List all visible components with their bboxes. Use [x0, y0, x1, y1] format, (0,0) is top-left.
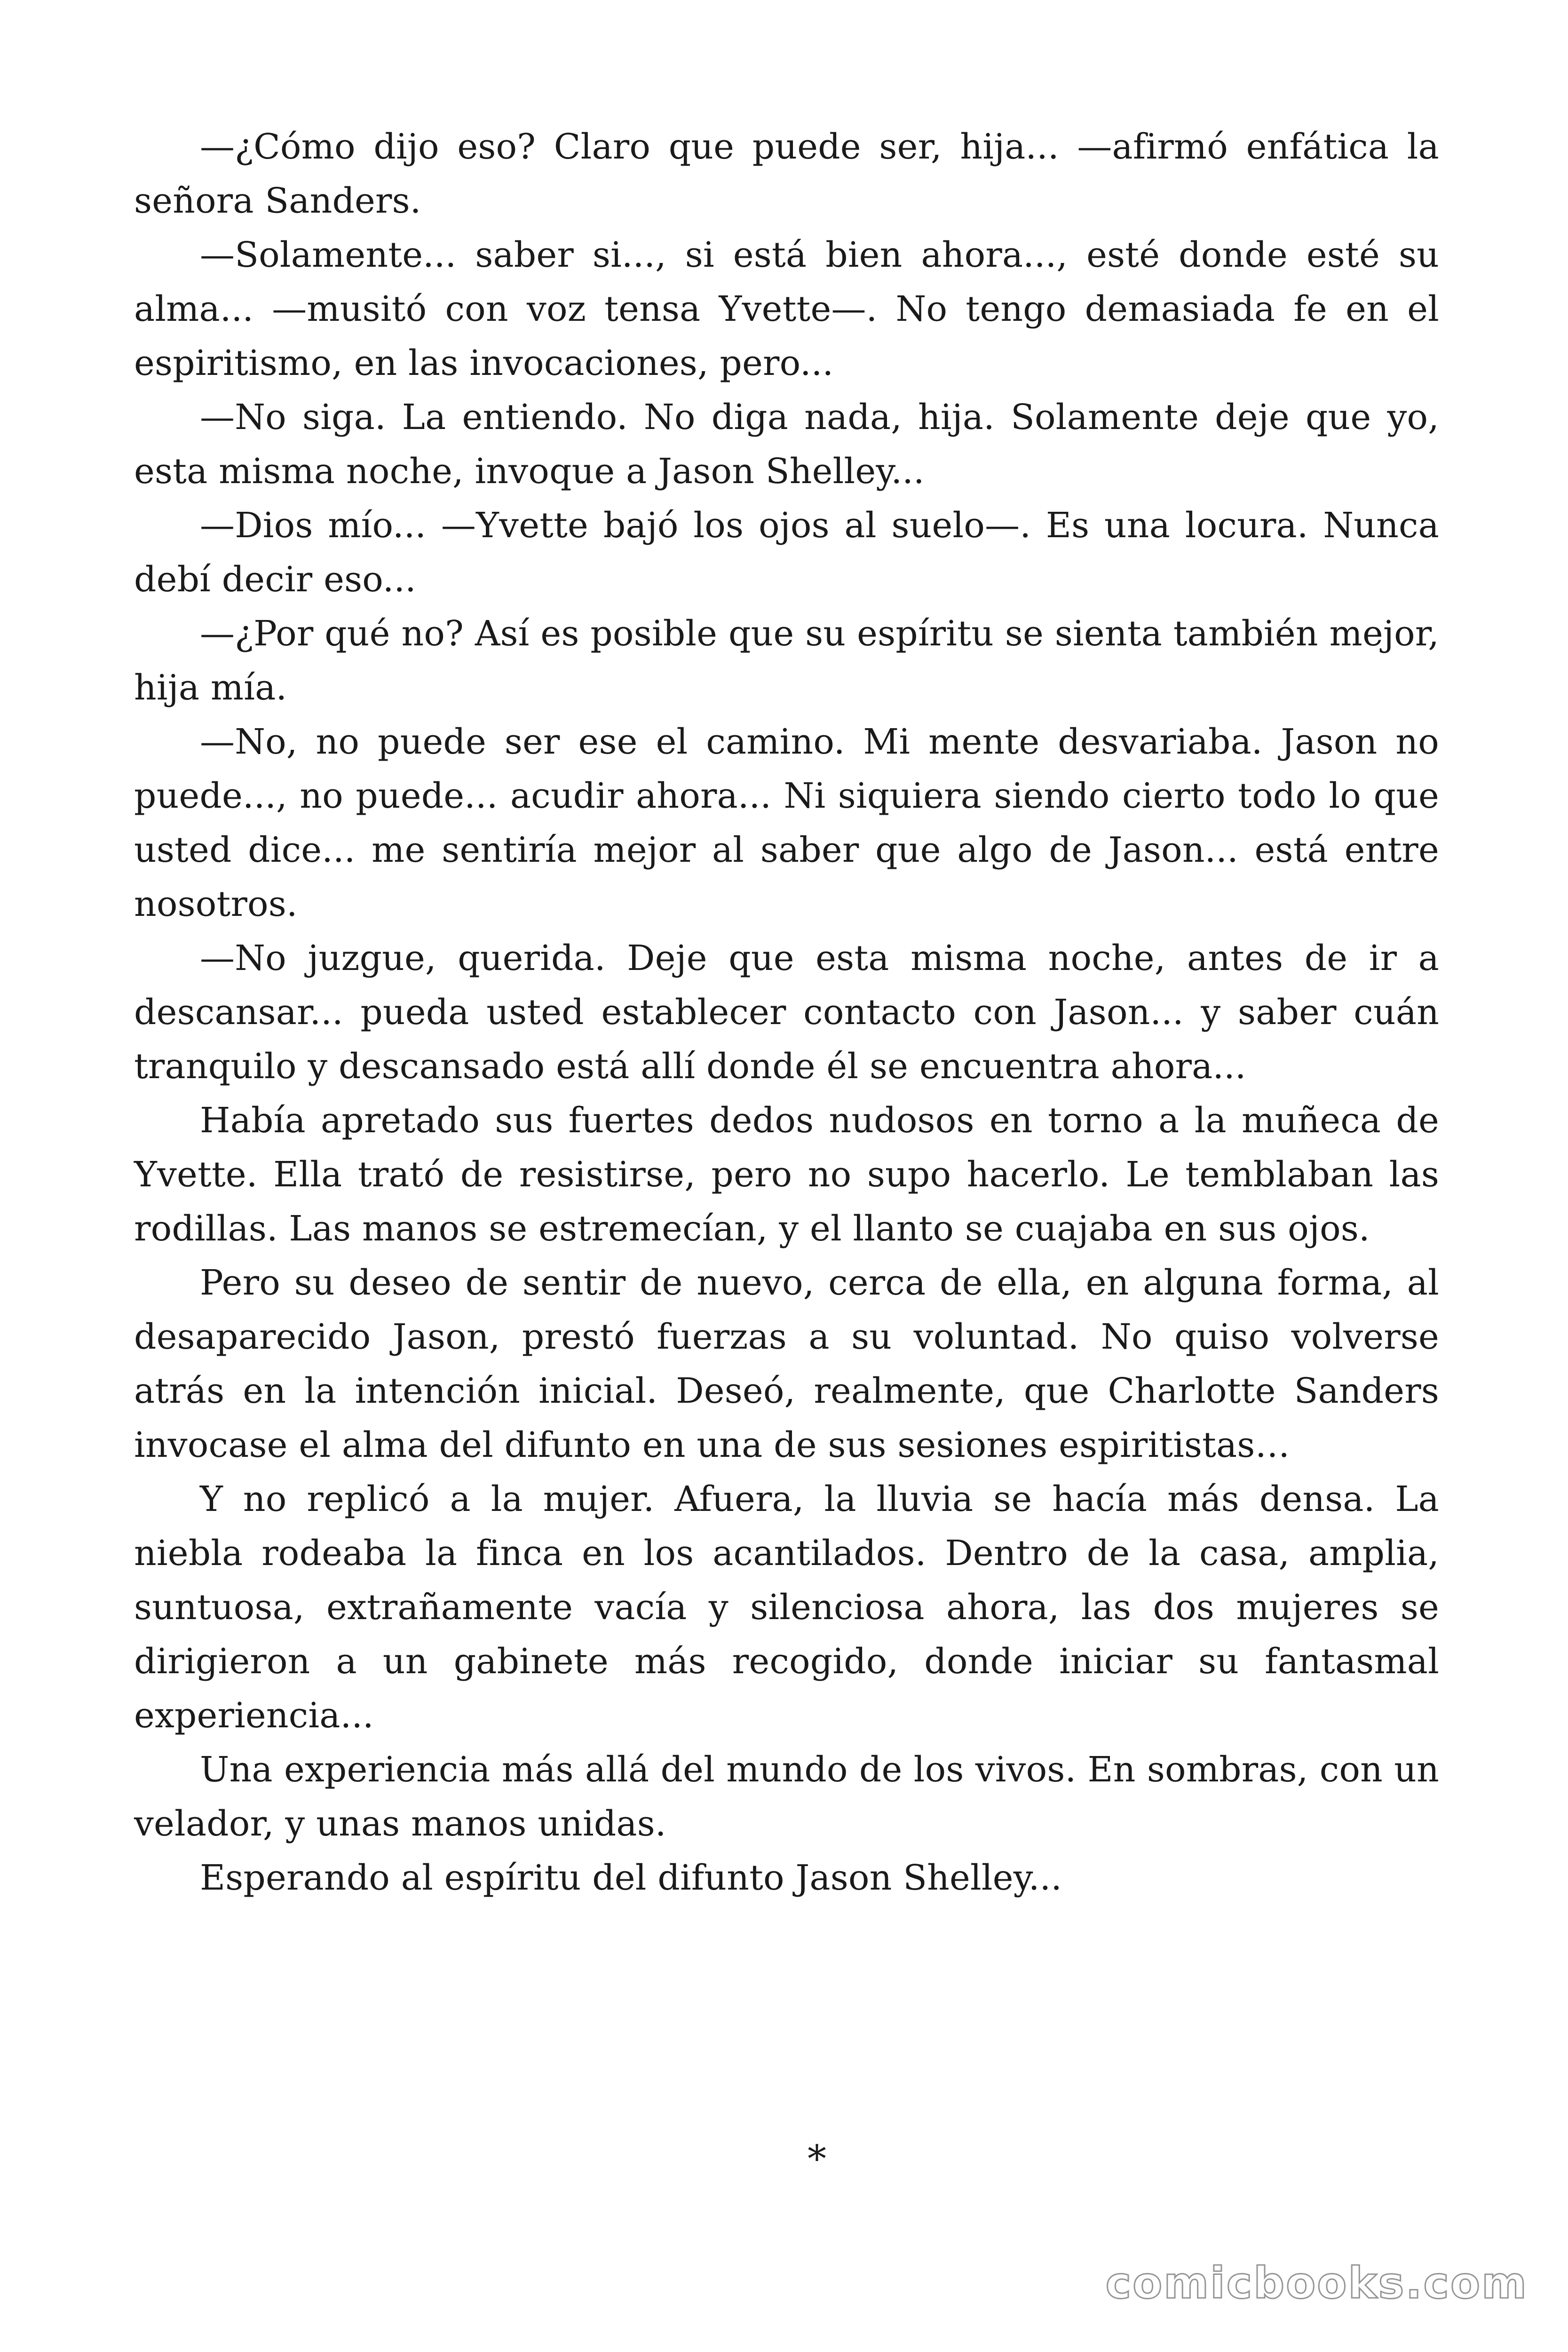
paragraph: Había apretado sus fuertes dedos nudosos en torno a la muñeca de Yvette. Ella trató de resistirse, pero no supo hacerlo. Le temblaban las rodillas. Las manos se estremecían, y el llanto se cuajaba en sus ojos.	[134, 1100, 1439, 1249]
page-body	[134, 120, 1439, 1905]
paragraph: Y no replicó a la mujer. Afuera, la lluvia se hacía más densa. La niebla rodeaba la finca en los acantilados. Dentro de la casa, amplia, suntuosa, extrañamente vacía y silenciosa ahora, las dos mujeres se dirigieron a un gabinete más recogido, donde iniciar su fantasmal experiencia...	[134, 1479, 1439, 1736]
paragraph: —Dios mío... —Yvette bajó los ojos al suelo—. Es una locura. Nunca debí decir eso...	[134, 505, 1439, 600]
paragraph: —No juzgue, querida. Deje que esta misma noche, antes de ir a descansar... pueda usted establecer contacto con Jason... y saber cuán tranquilo y descansado está allí donde él se encuentra ahora...	[134, 938, 1439, 1087]
paragraph: Esperando al espíritu del difunto Jason Shelley...	[200, 1858, 1062, 1898]
section-separator: *	[808, 2137, 826, 2181]
paragraph: Una experiencia más allá del mundo de los vivos. En sombras, con un velador, y unas manos unidas.	[134, 1749, 1439, 1844]
paragraph: —Solamente... saber si..., si está bien ahora..., esté donde esté su alma... —musitó con voz tensa Yvette—. No tengo demasiada fe en el espiritismo, en las invocaciones, pero...	[134, 235, 1439, 383]
paragraph: —¿Por qué no? Así es posible que su espíritu se sienta también mejor, hija mía.	[134, 613, 1439, 708]
paragraph: —No siga. La entiendo. No diga nada, hija. Solamente deje que yo, esta misma noche, invoque a Jason Shelley...	[134, 397, 1439, 492]
paragraph: Pero su deseo de sentir de nuevo, cerca de ella, en alguna forma, al desaparecido Jason, prestó fuerzas a su voluntad. No quiso volverse atrás en la intención inicial. Deseó, realmente, que Charlotte Sanders invocase el alma del difunto en una de sus sesiones espiritistas…	[134, 1263, 1439, 1465]
paragraph: —¿Cómo dijo eso? Claro que puede ser, hija... —afirmó enfática la señora Sanders.	[134, 127, 1439, 221]
paragraph: —No, no puede ser ese el camino. Mi mente desvariaba. Jason no puede..., no puede... acudir ahora... Ni siquiera siendo cierto todo lo que usted dice... me sentiría mejor al saber que algo de Jason... está entre nosotros.	[134, 722, 1439, 924]
watermark: comicbooks.com	[1105, 2258, 1528, 2308]
